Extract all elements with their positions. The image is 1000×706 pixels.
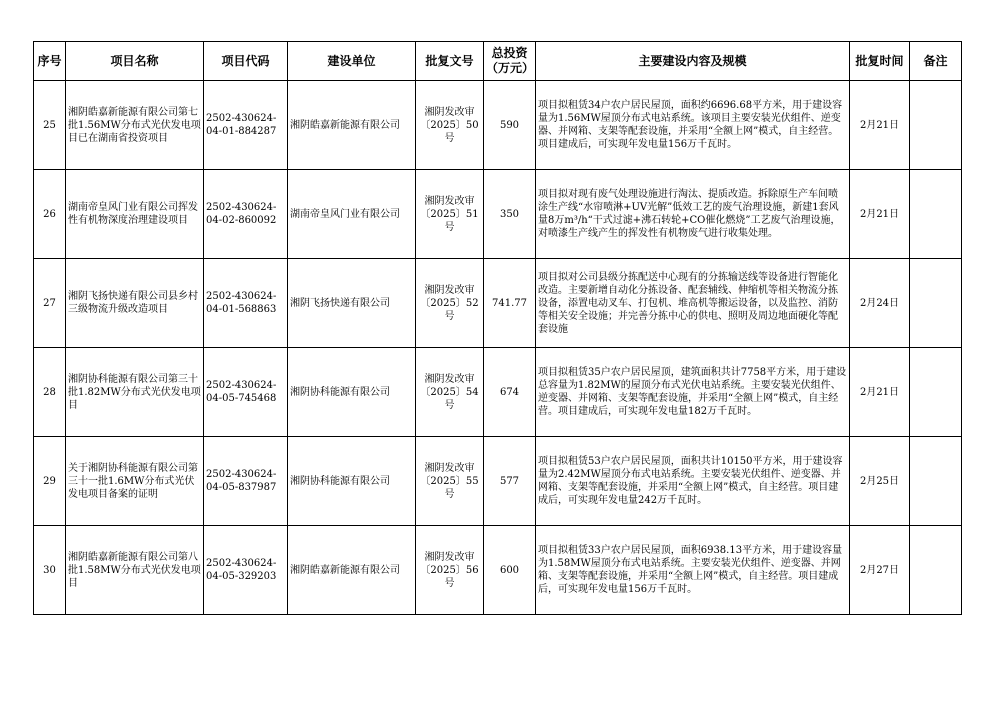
header-note: 备注 (910, 42, 962, 81)
header-unit: 建设单位 (288, 42, 416, 81)
row-code: 2502-430624-04-02-860092 (204, 170, 288, 259)
row-name: 关于湘阴协科能源有限公司第三十一批1.6MW分布式光伏发电项目备案的证明 (66, 437, 204, 526)
row-invest: 577 (484, 437, 536, 526)
row-content: 项目拟租赁33户农户居民屋顶，面积6938.13平方米，用于建设容量为1.58MW屋顶分布式电站系统。主要安装光伏组件、逆变器、并网箱、支架等配套设施，并采用“全额上网”模式，自主经营。项目建成后，可实现年发电量156万千瓦时。 (536, 526, 850, 615)
row-invest: 590 (484, 81, 536, 170)
row-content: 项目拟对现有废气处理设施进行淘汰、提质改造。拆除原生产车间喷涂生产线“水帘喷淋+UV光解”低效工艺的废气治理设施，新建1套风量8万m³/h“干式过滤+沸石转轮+CO催化燃烧”工艺废气治理设施，对喷漆生产线产生的挥发性有机物废气进行收集处理。 (536, 170, 850, 259)
row-date: 2月24日 (850, 259, 910, 348)
row-note (910, 526, 962, 615)
row-name: 湖南帝皇风门业有限公司挥发性有机物深度治理建设项目 (66, 170, 204, 259)
row-invest: 741.77 (484, 259, 536, 348)
row-no: 30 (34, 526, 66, 615)
row-invest: 674 (484, 348, 536, 437)
row-name: 湘阴皓嘉新能源有限公司第八批1.58MW分布式光伏发电项目 (66, 526, 204, 615)
row-code: 2502-430624-04-01-884287 (204, 81, 288, 170)
table-header-row (34, 42, 962, 81)
row-unit: 湘阴皓嘉新能源有限公司 (288, 526, 416, 615)
row-doc: 湘阴发改审〔2025〕54号 (416, 348, 484, 437)
row-note (910, 170, 962, 259)
header-invest: 总投资（万元） (484, 42, 536, 81)
row-code: 2502-430624-04-01-568863 (204, 259, 288, 348)
row-doc: 湘阴发改审〔2025〕52号 (416, 259, 484, 348)
row-no: 26 (34, 170, 66, 259)
row-no: 27 (34, 259, 66, 348)
row-code: 2502-430624-04-05-837987 (204, 437, 288, 526)
row-date: 2月25日 (850, 437, 910, 526)
row-unit: 湘阴皓嘉新能源有限公司 (288, 81, 416, 170)
row-name: 湘阴皓嘉新能源有限公司第七批1.56MW分布式光伏发电项目已在湖南省投资项目 (66, 81, 204, 170)
header-name: 项目名称 (66, 42, 204, 81)
table-row (34, 170, 962, 259)
row-note (910, 259, 962, 348)
row-note (910, 81, 962, 170)
header-doc: 批复文号 (416, 42, 484, 81)
table-row (34, 348, 962, 437)
table-row (34, 81, 962, 170)
table-row (34, 526, 962, 615)
row-no: 28 (34, 348, 66, 437)
row-unit: 湘阴飞扬快递有限公司 (288, 259, 416, 348)
project-approval-table (33, 41, 962, 615)
row-no: 29 (34, 437, 66, 526)
row-date: 2月27日 (850, 526, 910, 615)
row-invest: 350 (484, 170, 536, 259)
row-unit: 湖南帝皇风门业有限公司 (288, 170, 416, 259)
row-code: 2502-430624-04-05-745468 (204, 348, 288, 437)
row-content: 项目拟租赁34户农户居民屋顶，面积约6696.68平方米，用于建设容量为1.56MW屋顶分布式电站系统。该项目主要安装光伏组件、逆变器、并网箱、支架等配套设施，并采用“全额上网”模式，自主经营。项目建成后，可实现年发电量156万千瓦时。 (536, 81, 850, 170)
row-date: 2月21日 (850, 170, 910, 259)
row-date: 2月21日 (850, 348, 910, 437)
row-content: 项目拟租赁53户农户居民屋顶，面积共计10150平方米，用于建设容量为2.42MW屋顶分布式电站系统。主要安装光伏组件、逆变器、并网箱、支架等配套设施，并采用“全额上网”模式，自主经营。项目建成后，可实现年发电量242万千瓦时。 (536, 437, 850, 526)
row-note (910, 437, 962, 526)
header-no: 序号 (34, 42, 66, 81)
row-content: 项目拟租赁35户农户居民屋顶，建筑面积共计7758平方米，用于建设总容量为1.82MW的屋顶分布式光伏电站系统。主要安装光伏组件、逆变器、并网箱、支架等配套设施，并采用“全额上网”模式，自主经营。项目建成后，可实现年发电量182万千瓦时。 (536, 348, 850, 437)
table-row (34, 437, 962, 526)
row-code: 2502-430624-04-05-329203 (204, 526, 288, 615)
row-unit: 湘阴协科能源有限公司 (288, 437, 416, 526)
row-content: 项目拟对公司县级分拣配送中心现有的分拣输送线等设备进行智能化改造。主要新增自动化分拣设备、配套辅线、伸缩机等相关物流分拣设备，添置电动叉车、打包机、堆高机等搬运设备，以及监控、消防等相关安全设施；并完善分拣中心的供电、照明及周边地面硬化等配套设施 (536, 259, 850, 348)
row-name: 湘阴协科能源有限公司第三十批1.82MW分布式光伏发电项目 (66, 348, 204, 437)
row-doc: 湘阴发改审〔2025〕50号 (416, 81, 484, 170)
row-doc: 湘阴发改审〔2025〕56号 (416, 526, 484, 615)
row-no: 25 (34, 81, 66, 170)
row-doc: 湘阴发改审〔2025〕55号 (416, 437, 484, 526)
table-row (34, 259, 962, 348)
row-date: 2月21日 (850, 81, 910, 170)
header-code: 项目代码 (204, 42, 288, 81)
header-content: 主要建设内容及规模 (536, 42, 850, 81)
row-unit: 湘阴协科能源有限公司 (288, 348, 416, 437)
header-date: 批复时间 (850, 42, 910, 81)
row-note (910, 348, 962, 437)
row-invest: 600 (484, 526, 536, 615)
row-doc: 湘阴发改审〔2025〕51号 (416, 170, 484, 259)
row-name: 湘阴飞扬快递有限公司县乡村三级物流升级改造项目 (66, 259, 204, 348)
